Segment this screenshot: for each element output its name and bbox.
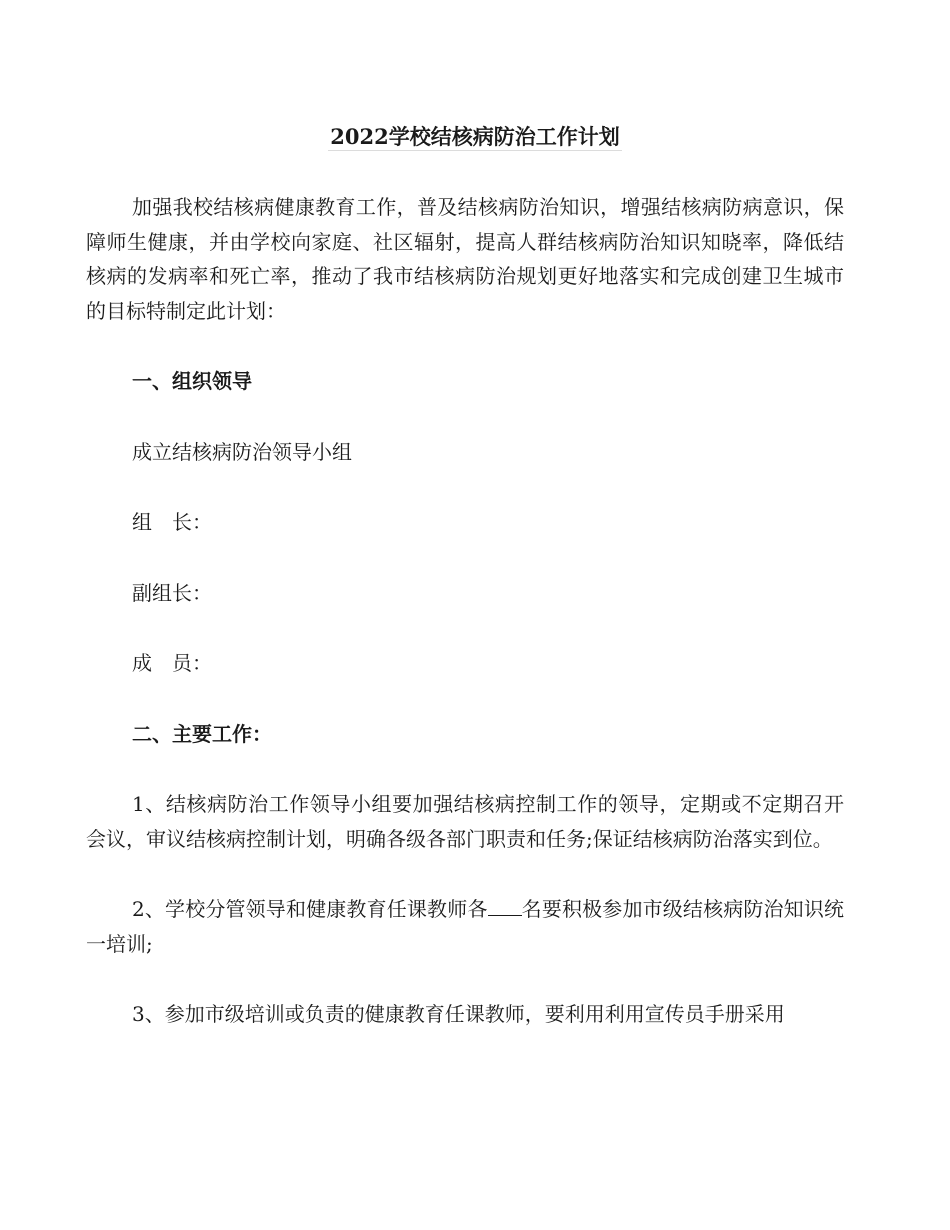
section-heading-main-work: 二、主要工作： <box>132 721 272 746</box>
deputy-leader-line: 副组长： <box>132 580 212 605</box>
section-heading-organization: 一、组织领导 <box>132 369 252 393</box>
document-title <box>0 122 950 152</box>
work-item-2-part2: 名要积极参加市级结核病防治知识统一培训; <box>86 897 844 956</box>
leadership-group-line: 成立结核病防治领导小组 <box>132 439 352 464</box>
work-item-3: 3、参加市级培训或负责的健康教育任课教师，要利用利用宣传员手册采用 <box>132 1002 785 1026</box>
group-leader-line: 组 长： <box>132 510 212 534</box>
members-line: 成 员： <box>132 651 212 675</box>
document-title-text: 2022学校结核病防治工作计划 <box>330 124 620 149</box>
work-item-2 <box>86 892 844 961</box>
work-item-2-part1: 2、学校分管领导和健康教育任课教师各 <box>132 897 488 921</box>
document-body <box>86 190 844 1032</box>
work-item-1: 1、结核病防治工作领导小组要加强结核病控制工作的领导，定期或不定期召开会议，审议结核病控制计划，明确各级各部门职责和任务;保证结核病防治落实到位。 <box>86 792 844 851</box>
fill-in-blank <box>488 897 522 916</box>
intro-paragraph: 加强我校结核病健康教育工作，普及结核病防治知识，增强结核病防病意识，保障师生健康，并由学校向家庭、社区辐射，提高人群结核病防治知识知晓率，降低结核病的发病率和死亡率，推动了我市结核病防治规划更好地落实和完成创建卫生城市的目标特制定此计划： <box>86 195 844 323</box>
